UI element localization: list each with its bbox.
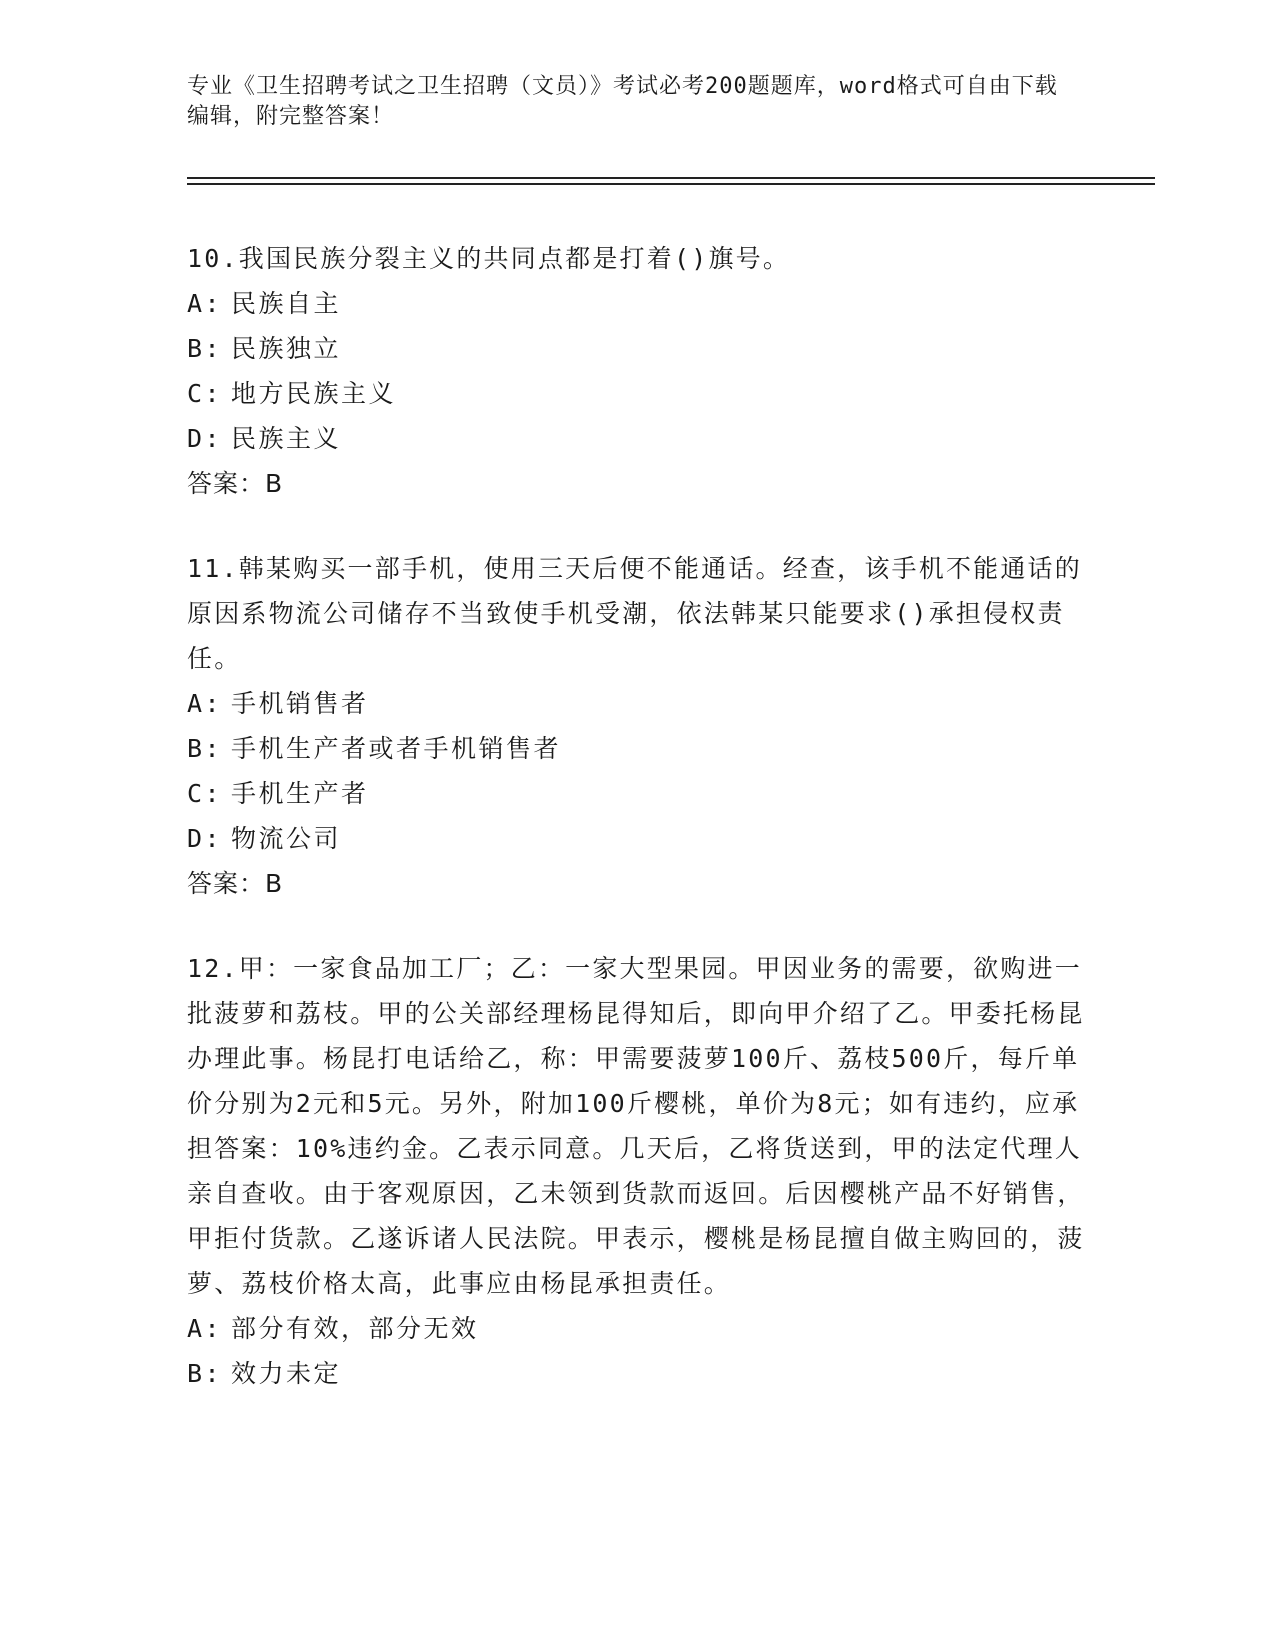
header-rule-bottom xyxy=(187,183,1155,185)
option-b xyxy=(187,1351,1087,1396)
option-text: 手机销售者 xyxy=(231,689,369,718)
option-a xyxy=(187,281,1087,326)
option-c xyxy=(187,771,1087,816)
option-text: 手机生产者或者手机销售者 xyxy=(231,734,562,763)
option-letter: B: xyxy=(187,1359,223,1388)
header-rule-top xyxy=(187,177,1155,179)
option-c xyxy=(187,371,1087,416)
question-stem: 12.甲：一家食品加工厂；乙：一家大型果园。甲因业务的需要，欲购进一批菠萝和荔枝。甲的公关部经理杨昆得知后，即向甲介绍了乙。甲委托杨昆办理此事。杨昆打电话给乙，称：甲需要菠萝100斤、荔枝500斤，每斤单价分别为2元和5元。另外，附加100斤樱桃，单价为8元；如有违约，应承担答案：10%违约金。乙表示同意。几天后，乙将货送到，甲的法定代理人亲自查收。由于客观原因，乙未领到货款而返回。后因樱桃产品不好销售，甲拒付货款。乙遂诉诸人民法院。甲表示，樱桃是杨昆擅自做主购回的，菠萝、荔枝价格太高，此事应由杨昆承担责任。 xyxy=(187,954,1085,1298)
option-text: 民族自主 xyxy=(231,289,342,318)
option-letter: C: xyxy=(187,379,223,408)
option-d xyxy=(187,416,1087,461)
option-text: 地方民族主义 xyxy=(231,379,397,408)
option-letter: A: xyxy=(187,689,223,718)
option-b xyxy=(187,326,1087,371)
answer-line: 答案：B xyxy=(187,469,284,498)
question-list xyxy=(187,236,1087,1436)
question-11 xyxy=(187,546,1087,906)
option-letter: B: xyxy=(187,734,223,763)
option-text: 部分有效，部分无效 xyxy=(231,1314,479,1343)
option-text: 手机生产者 xyxy=(231,779,369,808)
option-letter: B: xyxy=(187,334,223,363)
option-a xyxy=(187,1306,1087,1351)
answer-line: 答案：B xyxy=(187,869,284,898)
option-text: 民族主义 xyxy=(231,424,342,453)
option-letter: D: xyxy=(187,424,223,453)
question-stem: 10.我国民族分裂主义的共同点都是打着()旗号。 xyxy=(187,244,791,273)
question-12 xyxy=(187,946,1087,1396)
option-b xyxy=(187,726,1087,771)
option-letter: A: xyxy=(187,289,223,318)
question-stem: 11.韩某购买一部手机，使用三天后便不能通话。经查，该手机不能通话的原因系物流公司储存不当致使手机受潮，依法韩某只能要求()承担侵权责任。 xyxy=(187,554,1082,673)
document-header: 专业《卫生招聘考试之卫生招聘（文员）》考试必考200题题库，word格式可自由下载编辑，附完整答案！ xyxy=(187,74,1058,129)
option-letter: D: xyxy=(187,824,223,853)
option-letter: C: xyxy=(187,779,223,808)
option-letter: A: xyxy=(187,1314,223,1343)
option-text: 效力未定 xyxy=(231,1359,342,1388)
option-text: 民族独立 xyxy=(231,334,342,363)
option-d xyxy=(187,816,1087,861)
option-a xyxy=(187,681,1087,726)
option-text: 物流公司 xyxy=(231,824,342,853)
question-10 xyxy=(187,236,1087,506)
